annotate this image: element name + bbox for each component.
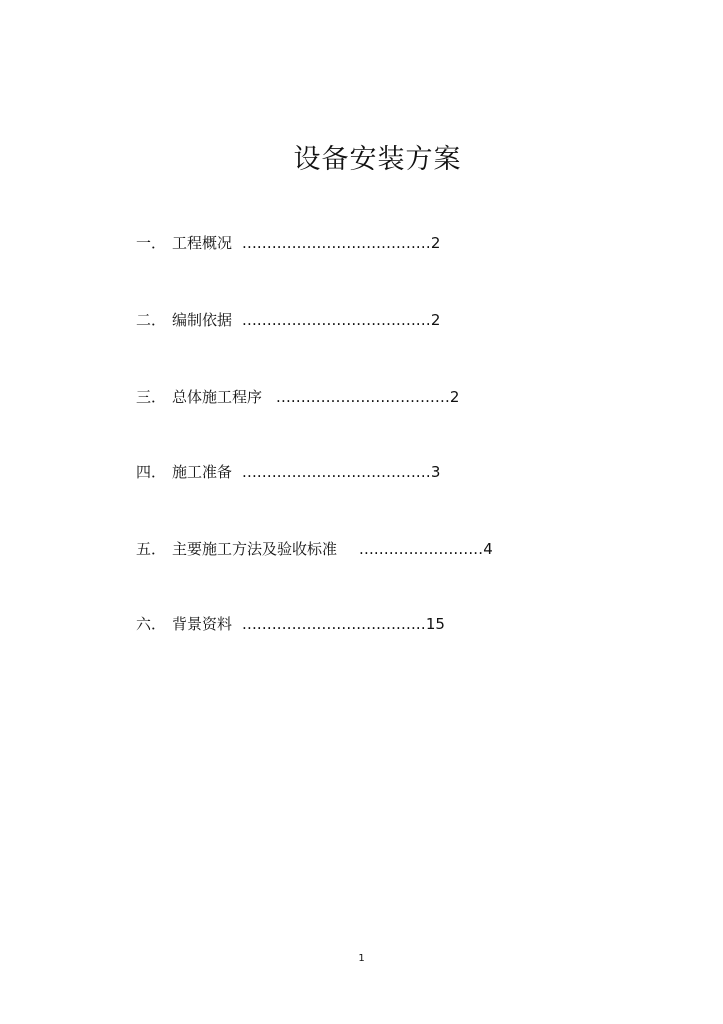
toc-entry-label: 施工准备 xyxy=(172,463,233,481)
toc-page-number: 15 xyxy=(425,615,445,633)
toc-leader-dots: ......................... xyxy=(359,540,484,558)
toc-entry-preparation[interactable] xyxy=(136,460,440,484)
toc-leader-dots: ...................................... xyxy=(242,311,431,329)
toc-page-number: 2 xyxy=(430,234,441,252)
toc-leader-dots: ..................................... xyxy=(242,615,426,633)
toc-entry-basis[interactable] xyxy=(136,308,440,332)
toc-leader-dots: ...................................... xyxy=(242,463,431,481)
toc-page-number: 2 xyxy=(449,388,460,406)
toc-entry-label: 背景资料 xyxy=(172,615,233,633)
toc-entry-project-overview[interactable] xyxy=(136,231,440,255)
toc-entry-number: 二． xyxy=(136,311,167,329)
toc-page-number: 3 xyxy=(430,463,441,481)
toc-page-number: 2 xyxy=(430,311,441,329)
page-number: 1 xyxy=(358,953,365,964)
toc-entry-methods-and-standards[interactable] xyxy=(136,537,493,561)
toc-entry-number: 五． xyxy=(136,540,167,558)
toc-entry-label: 主要施工方法及验收标准 xyxy=(172,540,338,558)
toc-entry-background[interactable] xyxy=(136,612,445,636)
toc-entry-label: 总体施工程序 xyxy=(172,388,263,406)
toc-entry-number: 三． xyxy=(136,388,167,406)
toc-entry-number: 四． xyxy=(136,463,167,481)
document-title: 设备安装方案 xyxy=(293,144,462,175)
toc-entry-label: 编制依据 xyxy=(172,311,233,329)
toc-leader-dots: ...................................... xyxy=(242,234,431,252)
toc-entry-number: 一． xyxy=(136,234,167,252)
toc-leader-dots: ................................... xyxy=(276,388,450,406)
toc-entry-label: 工程概况 xyxy=(172,234,233,252)
toc-page-number: 4 xyxy=(483,540,493,558)
toc-entry-construction-procedure[interactable] xyxy=(136,385,459,409)
toc-entry-number: 六． xyxy=(136,615,167,633)
